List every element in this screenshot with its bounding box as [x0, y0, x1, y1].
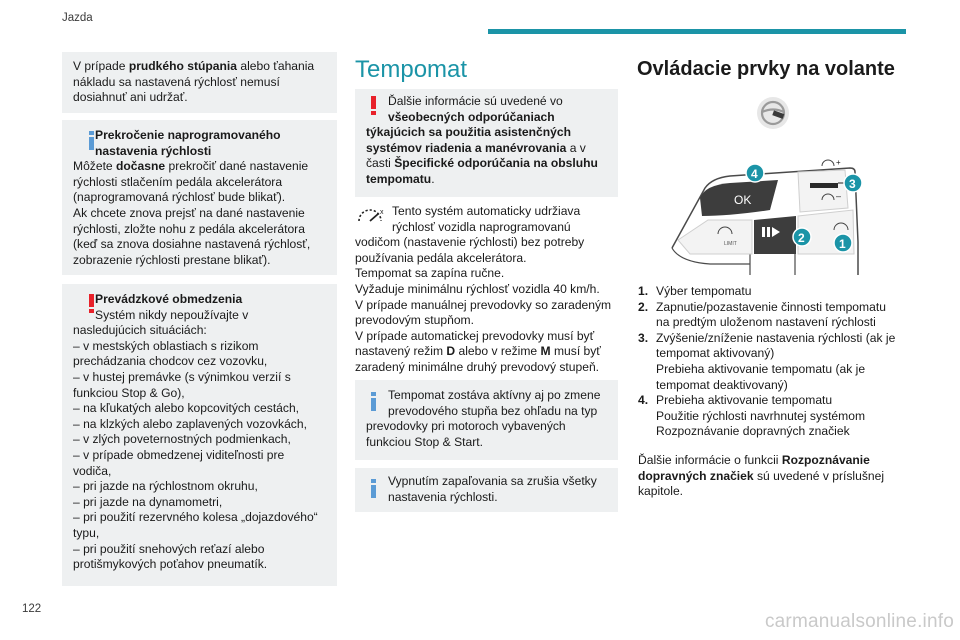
body-line: Vyžaduje minimálnu rýchlosť vozidla 40 km/h.: [355, 281, 600, 296]
info-line: prevodového stupňa bez ohľadu na typ: [388, 403, 598, 418]
list-item: 2. Zapnutie/pozastavenie činnosti tempomatu na predtým uloženom nastavení rýchlosti: [638, 299, 886, 330]
warning-line: Systém nikdy nepoužívajte v: [95, 307, 249, 322]
warning-line: – v hustej premávke (s výnimkou verzií s: [73, 369, 291, 384]
list-item: 1. Výber tempomatu: [638, 284, 752, 298]
ok-label: OK: [734, 193, 752, 207]
svg-text:+: +: [836, 158, 841, 167]
note-line: nákladu sa nastavená rýchlosť nemusí: [73, 74, 280, 89]
warning-line: všeobecných odporúčaniach: [388, 109, 555, 124]
section-heading-tempomat: Tempomat: [355, 56, 468, 83]
info-line: rýchlosti stlačením pedála akcelerátora: [73, 174, 283, 189]
warning-line: prechádzania chodcov cez vozovku,: [73, 354, 268, 369]
info-title: Prekročenie naprogramovaného: [95, 128, 281, 142]
tempomat-description: [355, 204, 625, 376]
warning-line: nasledujúcich situáciách:: [73, 323, 207, 338]
warning-line: vodiča,: [73, 463, 112, 478]
warning-line: časti Špecifické odporúčania na obsluhu: [366, 156, 598, 171]
note-line: dosiahnuť ani udržať.: [73, 90, 188, 105]
body-line: nastavený režim D alebo v režime M musí byť: [355, 344, 601, 359]
page-number: 122: [22, 603, 42, 615]
warning-title: Prevádzkové obmedzenia: [95, 292, 243, 306]
svg-text:x: x: [380, 209, 384, 216]
info-line: (keď sa znova dosiahne nastavená rýchlosť,: [73, 237, 311, 252]
info-line: Môžete dočasne prekročiť dané nastavenie: [73, 159, 309, 174]
info-box-stop-start: [355, 380, 618, 460]
svg-text:2: 2: [798, 231, 805, 245]
warning-line: – v mestských oblastiach s rizikom: [73, 338, 259, 353]
warning-line: – v prípade obmedzenej viditeľnosti pre: [73, 447, 285, 462]
body-line: V prípade automatickej prevodovky musí byť: [355, 328, 595, 343]
body-line: zaradený minimálne druhý prevodový stupeň.: [355, 359, 600, 374]
body-line: používania pedála akcelerátora.: [355, 250, 527, 265]
info-line: nastavenia rýchlosti.: [388, 489, 498, 504]
warning-line: systémov riadenia a manévrovania a v: [366, 140, 586, 155]
callout-4: [746, 164, 764, 182]
list-item: 3. Zvýšenie/zníženie nastavenia rýchlosti (ak je tempomat aktivovaný) Prebieha aktivovanie tempomatu (ak je tempomat deaktivovaný): [638, 330, 896, 392]
info-box-speed-exceeding: [62, 120, 337, 275]
info-line: Vypnutím zapaľovania sa zrušia všetky: [388, 474, 597, 488]
warning-line: – pri jazde na dynamometri,: [73, 494, 223, 509]
body-line: Tempomat sa zapína ručne.: [355, 266, 505, 281]
callout-1: [834, 234, 852, 252]
body-line: V prípade manuálnej prevodovky so zaradeným: [355, 297, 612, 312]
warning-line: Ďalšie informácie sú uvedené vo: [388, 94, 563, 108]
warning-line: protišmykových poťahov pneumatík.: [73, 557, 268, 572]
warning-box-recommendations: [355, 89, 618, 197]
warning-line: – v zlých poveternostných podmienkach,: [73, 432, 291, 447]
info-line: Tempomat zostáva aktívny aj po zmene: [388, 388, 601, 402]
section-heading-controls: Ovládacie prvky na volante: [637, 58, 895, 80]
warning-line: – pri jazde na rýchlostnom okruhu,: [73, 479, 258, 494]
header-accent-bar: [488, 29, 906, 34]
warning-box-operating-limits: [62, 284, 337, 586]
svg-text:4: 4: [751, 167, 758, 181]
body-line: rýchlosť vozidla naprogramovanú: [392, 219, 571, 234]
speed-adjust-bar: [810, 183, 838, 188]
info-line: (naprogramovaná rýchlosť bude blikať).: [73, 190, 286, 205]
traffic-sign-reference: [638, 453, 928, 500]
warning-line: – na kľukatých alebo kopcovitých cestách,: [73, 401, 300, 416]
warning-line: typu,: [73, 525, 100, 540]
callout-2: [793, 228, 811, 246]
warning-line: funkciou Stop & Go),: [73, 385, 185, 400]
header-section: Jazda: [62, 12, 93, 24]
list-item: 4. Prebieha aktivovanie tempomatu Použitie rýchlosti navrhnutej systémom Rozpoznávanie dopravných značiek: [638, 393, 866, 439]
body-line: vodičom (nastavenie rýchlosti) bez potreby: [355, 235, 585, 250]
info-line: prevodovky pri motoroch vybavených: [366, 419, 566, 434]
svg-text:3: 3: [849, 177, 856, 191]
info-line: zobrazenie rýchlosti prestane blikať).: [73, 252, 271, 267]
body-line: Ďalšie informácie o funkcii Rozpoznávanie: [638, 453, 870, 467]
body-line: prevodovým stupňom.: [355, 313, 474, 328]
controls-list: [638, 284, 928, 440]
note-box-steep-slope: [62, 52, 337, 113]
limit-button: [678, 220, 752, 254]
info-line: rýchlosti, zložte nohu z pedála akcelerátora: [73, 221, 305, 236]
warning-line: – na klzkých alebo zaplavených vozovkách,: [73, 416, 307, 431]
info-title: nastavenia rýchlosti: [95, 143, 212, 158]
warning-line: týkajúcich sa použitia asistenčných: [366, 125, 571, 140]
warning-line: – pri použití snehových reťazí alebo: [73, 541, 265, 556]
body-line: kapitole.: [638, 484, 684, 499]
watermark: carmanualsonline.info: [764, 611, 954, 632]
info-box-ignition: [355, 468, 618, 512]
svg-text:1: 1: [839, 237, 846, 251]
warning-line: tempomatu.: [366, 171, 435, 186]
body-line: dopravných značiek sú uvedené v príslušnej: [638, 468, 885, 483]
info-line: funkciou Stop & Start.: [366, 434, 483, 449]
warning-line: – pri použití rezervného kolesa „dojazdového“: [73, 510, 318, 525]
note-line: V prípade prudkého stúpania alebo ťahania: [73, 59, 315, 73]
info-line: Ak chcete znova prejsť na dané nastavenie: [73, 205, 305, 220]
svg-text:–: –: [836, 191, 842, 201]
body-line: Tento systém automaticky udržiava: [392, 204, 581, 218]
limit-label: LIMIT: [724, 241, 737, 247]
steering-wheel-icon: [756, 96, 790, 130]
steering-controls-diagram: [650, 150, 925, 275]
